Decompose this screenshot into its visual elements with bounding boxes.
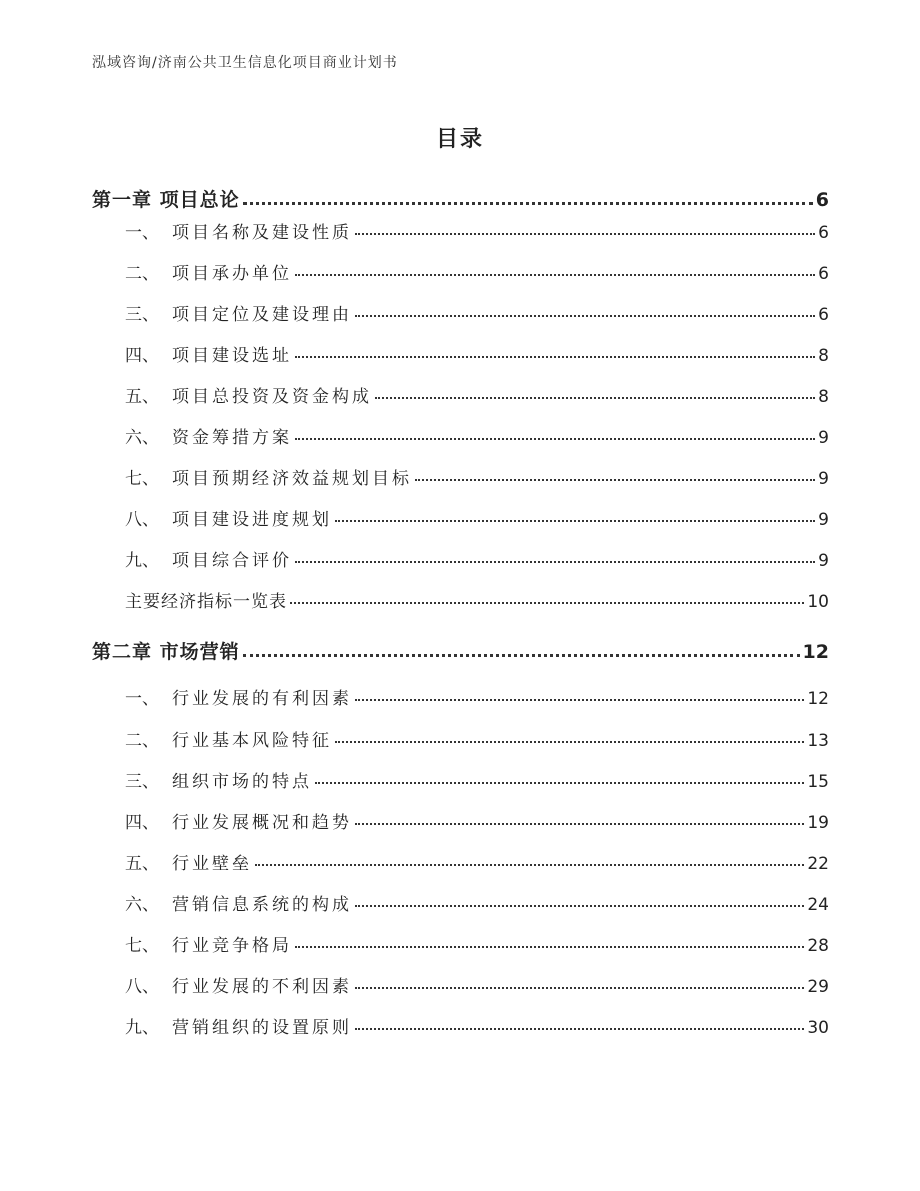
toc-section-entry[interactable] <box>125 546 829 571</box>
toc-entry-label: 组织市场的特点 <box>172 772 312 792</box>
toc-dot-leader <box>355 987 804 989</box>
toc-entry-number: 二、 <box>125 264 159 284</box>
toc-dot-leader <box>335 741 804 743</box>
toc-entry-number: 三、 <box>125 305 159 325</box>
toc-entry-number: 一、 <box>125 223 159 243</box>
toc-entry-label: 项目定位及建设理由 <box>172 305 352 325</box>
toc-dot-leader <box>355 315 815 317</box>
toc-dot-leader <box>355 233 815 235</box>
toc-page-number: 8 <box>818 387 829 407</box>
toc-page-number: 28 <box>807 936 829 956</box>
toc-dot-leader <box>415 479 815 481</box>
toc-dot-leader <box>243 654 800 657</box>
toc-section-entry[interactable] <box>125 684 829 709</box>
toc-section-entry[interactable] <box>125 505 829 530</box>
toc-entry-label: 项目承办单位 <box>172 264 292 284</box>
toc-page-number: 13 <box>807 731 829 751</box>
toc-entry-label: 项目名称及建设性质 <box>172 223 352 243</box>
toc-entry-number: 八、 <box>125 977 159 997</box>
toc-entry-label: 项目总投资及资金构成 <box>172 387 372 407</box>
toc-dot-leader <box>243 202 813 205</box>
toc-section-entry[interactable] <box>125 423 829 448</box>
toc-dot-leader <box>295 356 815 358</box>
toc-entry-number: 一、 <box>125 689 159 709</box>
toc-entry-number: 二、 <box>125 731 159 751</box>
toc-entry-label: 营销信息系统的构成 <box>172 895 352 915</box>
toc-entry-number: 五、 <box>125 854 159 874</box>
toc-section-entry[interactable] <box>125 341 829 366</box>
toc-chapter-entry[interactable] <box>92 637 829 664</box>
toc-section-entry[interactable] <box>125 218 829 243</box>
toc-entry-label: 行业发展的有利因素 <box>172 689 352 709</box>
toc-entry-label: 资金筹措方案 <box>172 428 292 448</box>
toc-dot-leader <box>355 1028 804 1030</box>
toc-page-number: 12 <box>802 641 829 663</box>
toc-entry-number: 三、 <box>125 772 159 792</box>
toc-section-entry[interactable] <box>125 931 829 956</box>
toc-entry-label: 项目建设选址 <box>172 346 292 366</box>
toc-entry-label: 行业发展概况和趋势 <box>172 813 352 833</box>
toc-entry-label: 主要经济指标一览表 <box>125 592 287 612</box>
toc-page-number: 6 <box>818 264 829 284</box>
toc-page-number: 24 <box>807 895 829 915</box>
toc-entry-number: 八、 <box>125 510 159 530</box>
toc-section-entry[interactable] <box>125 464 829 489</box>
toc-entry-number: 五、 <box>125 387 159 407</box>
toc-section-entry[interactable] <box>125 849 829 874</box>
toc-dot-leader <box>355 905 804 907</box>
toc-page-number: 9 <box>818 428 829 448</box>
toc-page-number: 12 <box>807 689 829 709</box>
toc-section-entry[interactable] <box>125 587 829 612</box>
toc-section-entry[interactable] <box>125 259 829 284</box>
toc-page-number: 9 <box>818 469 829 489</box>
toc-entry-label: 第二章 市场营销 <box>92 641 240 663</box>
toc-section-entry[interactable] <box>125 808 829 833</box>
toc-page-number: 19 <box>807 813 829 833</box>
toc-dot-leader <box>315 782 804 784</box>
toc-entry-label: 第一章 项目总论 <box>92 189 240 211</box>
toc-section-entry[interactable] <box>125 972 829 997</box>
toc-page-number: 22 <box>807 854 829 874</box>
document-header: 泓域咨询/济南公共卫生信息化项目商业计划书 <box>92 55 398 71</box>
toc-entry-number: 四、 <box>125 346 159 366</box>
toc-dot-leader <box>255 864 804 866</box>
toc-page-number: 6 <box>815 189 829 211</box>
toc-section-entry[interactable] <box>125 890 829 915</box>
toc-dot-leader <box>375 397 815 399</box>
toc-chapter-entry[interactable] <box>92 185 829 212</box>
toc-entry-number: 六、 <box>125 428 159 448</box>
toc-entry-number: 七、 <box>125 469 159 489</box>
toc-entry-label: 项目预期经济效益规划目标 <box>172 469 412 489</box>
toc-entry-label: 行业基本风险特征 <box>172 731 332 751</box>
toc-section-entry[interactable] <box>125 726 829 751</box>
toc-dot-leader <box>295 438 815 440</box>
toc-page-number: 6 <box>818 223 829 243</box>
toc-page-number: 29 <box>807 977 829 997</box>
toc-entry-label: 项目综合评价 <box>172 551 292 571</box>
toc-page-number: 30 <box>807 1018 829 1038</box>
toc-entry-label: 行业壁垒 <box>172 854 252 874</box>
toc-page-number: 9 <box>818 510 829 530</box>
toc-section-entry[interactable] <box>125 767 829 792</box>
toc-entry-label: 行业发展的不利因素 <box>172 977 352 997</box>
toc-dot-leader <box>355 699 804 701</box>
toc-section-entry[interactable] <box>125 300 829 325</box>
toc-page-number: 10 <box>807 592 829 612</box>
toc-entry-label: 营销组织的设置原则 <box>172 1018 352 1038</box>
toc-entry-number: 四、 <box>125 813 159 833</box>
toc-page-number: 6 <box>818 305 829 325</box>
toc-entry-number: 七、 <box>125 936 159 956</box>
toc-dot-leader <box>290 602 804 604</box>
toc-dot-leader <box>335 520 815 522</box>
toc-section-entry[interactable] <box>125 1013 829 1038</box>
toc-dot-leader <box>295 274 815 276</box>
toc-section-entry[interactable] <box>125 382 829 407</box>
toc-page-number: 15 <box>807 772 829 792</box>
toc-page-number: 8 <box>818 346 829 366</box>
toc-dot-leader <box>355 823 804 825</box>
toc-dot-leader <box>295 561 815 563</box>
toc-title: 目录 <box>435 127 484 152</box>
toc-page-number: 9 <box>818 551 829 571</box>
toc-entry-label: 行业竞争格局 <box>172 936 292 956</box>
toc-dot-leader <box>295 946 804 948</box>
toc-entry-number: 九、 <box>125 1018 159 1038</box>
toc-entry-number: 六、 <box>125 895 159 915</box>
toc-entry-label: 项目建设进度规划 <box>172 510 332 530</box>
toc-entry-number: 九、 <box>125 551 159 571</box>
